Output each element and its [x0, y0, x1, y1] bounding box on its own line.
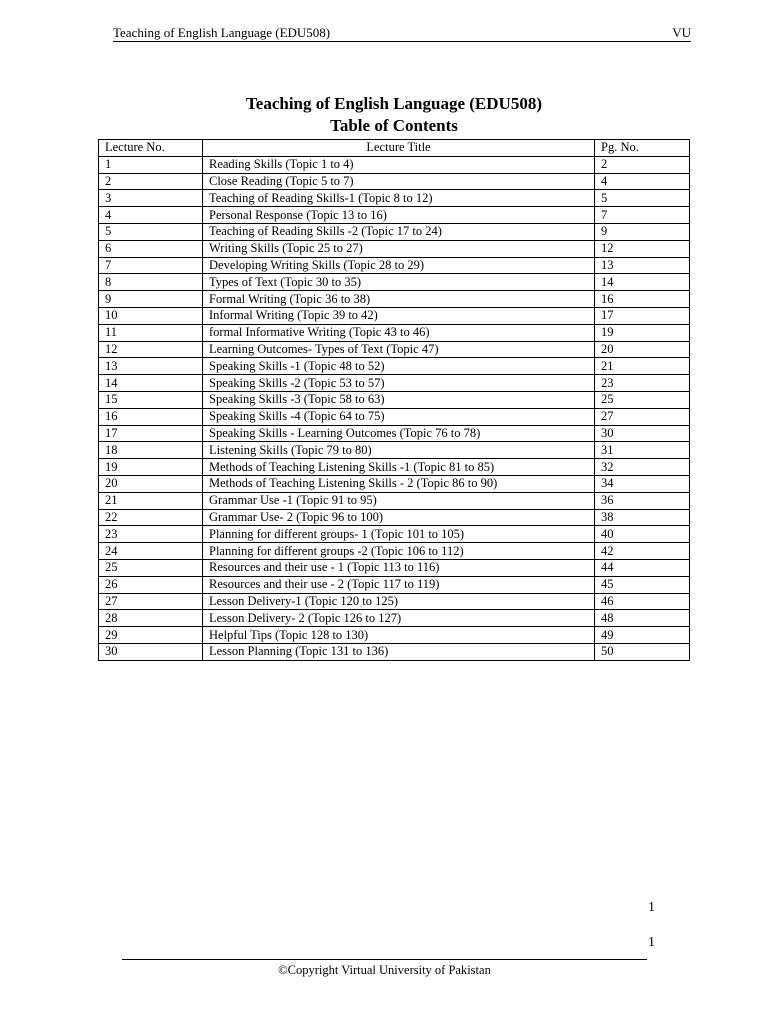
lecture-number-cell: 5 — [99, 223, 203, 240]
page-number-cell: 23 — [595, 375, 690, 392]
header-institution: VU — [672, 25, 691, 40]
lecture-title-cell: Teaching of Reading Skills -2 (Topic 17 to 24) — [203, 223, 595, 240]
lecture-number-cell: 16 — [99, 408, 203, 425]
page-number-cell: 38 — [595, 509, 690, 526]
table-row — [99, 358, 690, 375]
lecture-number-cell: 30 — [99, 643, 203, 660]
lecture-title-cell: Grammar Use -1 (Topic 91 to 95) — [203, 492, 595, 509]
lecture-title-cell: Helpful Tips (Topic 128 to 130) — [203, 627, 595, 644]
page-number: 1 — [648, 900, 655, 915]
table-row — [99, 375, 690, 392]
lecture-number-cell: 25 — [99, 559, 203, 576]
lecture-number-cell: 20 — [99, 475, 203, 492]
page-number-cell: 16 — [595, 291, 690, 308]
lecture-title-cell: Speaking Skills -2 (Topic 53 to 57) — [203, 375, 595, 392]
lecture-number-cell: 21 — [99, 492, 203, 509]
page-number-cell: 14 — [595, 274, 690, 291]
lecture-number-cell: 2 — [99, 173, 203, 190]
col-header-lecture-no: Lecture No. — [99, 140, 203, 157]
page-number-cell: 7 — [595, 207, 690, 224]
table-body — [99, 156, 690, 660]
lecture-number-cell: 8 — [99, 274, 203, 291]
table-row — [99, 627, 690, 644]
table-row — [99, 593, 690, 610]
lecture-title-cell: Types of Text (Topic 30 to 35) — [203, 274, 595, 291]
table-row — [99, 257, 690, 274]
lecture-title-cell: Speaking Skills -1 (Topic 48 to 52) — [203, 358, 595, 375]
lecture-number-cell: 14 — [99, 375, 203, 392]
course-title: Teaching of English Language (EDU508) — [246, 94, 542, 113]
copyright-footer: ©Copyright Virtual University of Pakistan — [278, 963, 491, 977]
table-row — [99, 324, 690, 341]
table-row — [99, 610, 690, 627]
page-number-cell: 27 — [595, 408, 690, 425]
lecture-number-cell: 19 — [99, 459, 203, 476]
lecture-title-cell: Reading Skills (Topic 1 to 4) — [203, 156, 595, 173]
lecture-title-cell: Lesson Planning (Topic 131 to 136) — [203, 643, 595, 660]
running-header — [113, 25, 691, 42]
table-row — [99, 559, 690, 576]
page-number-cell: 20 — [595, 341, 690, 358]
lecture-title-cell: Methods of Teaching Listening Skills -1 (Topic 81 to 85) — [203, 459, 595, 476]
page-number-cell: 49 — [595, 627, 690, 644]
lecture-title-cell: Lesson Delivery-1 (Topic 120 to 125) — [203, 593, 595, 610]
lecture-title-cell: Listening Skills (Topic 79 to 80) — [203, 442, 595, 459]
lecture-number-cell: 24 — [99, 543, 203, 560]
lecture-number-cell: 18 — [99, 442, 203, 459]
page-number-cell: 44 — [595, 559, 690, 576]
lecture-number-cell: 4 — [99, 207, 203, 224]
lecture-title-cell: Informal Writing (Topic 39 to 42) — [203, 307, 595, 324]
lecture-number-cell: 29 — [99, 627, 203, 644]
lecture-number-cell: 27 — [99, 593, 203, 610]
page-number-cell: 4 — [595, 173, 690, 190]
lecture-title-cell: Speaking Skills -3 (Topic 58 to 63) — [203, 391, 595, 408]
lecture-number-cell: 7 — [99, 257, 203, 274]
lecture-number-cell: 26 — [99, 576, 203, 593]
table-row — [99, 223, 690, 240]
toc-heading: Table of Contents — [330, 116, 458, 135]
lecture-title-cell: Teaching of Reading Skills-1 (Topic 8 to 12) — [203, 190, 595, 207]
page-number-cell: 32 — [595, 459, 690, 476]
table-row — [99, 156, 690, 173]
table-row — [99, 274, 690, 291]
page-number-cell: 30 — [595, 425, 690, 442]
lecture-title-cell: Personal Response (Topic 13 to 16) — [203, 207, 595, 224]
table-row — [99, 459, 690, 476]
page-number-cell: 21 — [595, 358, 690, 375]
table-row — [99, 442, 690, 459]
lecture-title-cell: Planning for different groups- 1 (Topic 101 to 105) — [203, 526, 595, 543]
table-row — [99, 240, 690, 257]
table-row — [99, 475, 690, 492]
lecture-title-cell: Resources and their use - 1 (Topic 113 to 116) — [203, 559, 595, 576]
lecture-number-cell: 9 — [99, 291, 203, 308]
table-row — [99, 190, 690, 207]
col-header-lecture-title: Lecture Title — [203, 140, 595, 157]
lecture-title-cell: Learning Outcomes- Types of Text (Topic 47) — [203, 341, 595, 358]
lecture-number-cell: 23 — [99, 526, 203, 543]
table-row — [99, 207, 690, 224]
lecture-number-cell: 10 — [99, 307, 203, 324]
page-number-cell: 50 — [595, 643, 690, 660]
table-row — [99, 391, 690, 408]
table-row — [99, 509, 690, 526]
lecture-title-cell: Resources and their use - 2 (Topic 117 to 119) — [203, 576, 595, 593]
lecture-number-cell: 6 — [99, 240, 203, 257]
document-title — [98, 93, 690, 137]
lecture-number-cell: 3 — [99, 190, 203, 207]
lecture-title-cell: Writing Skills (Topic 25 to 27) — [203, 240, 595, 257]
page-number-cell: 9 — [595, 223, 690, 240]
lecture-title-cell: Lesson Delivery- 2 (Topic 126 to 127) — [203, 610, 595, 627]
table-row — [99, 543, 690, 560]
lecture-number-cell: 13 — [99, 358, 203, 375]
lecture-title-cell: Close Reading (Topic 5 to 7) — [203, 173, 595, 190]
page-number-cell: 48 — [595, 610, 690, 627]
page-number-cell: 5 — [595, 190, 690, 207]
table-row — [99, 307, 690, 324]
table-header-row — [99, 140, 690, 157]
table-row — [99, 291, 690, 308]
table-row — [99, 425, 690, 442]
page-number-cell: 19 — [595, 324, 690, 341]
table-row — [99, 643, 690, 660]
page-number-cell: 34 — [595, 475, 690, 492]
page-number-cell: 45 — [595, 576, 690, 593]
lecture-title-cell: Speaking Skills -4 (Topic 64 to 75) — [203, 408, 595, 425]
lecture-title-cell: Planning for different groups -2 (Topic 106 to 112) — [203, 543, 595, 560]
table-row — [99, 173, 690, 190]
page-number-cell: 12 — [595, 240, 690, 257]
lecture-number-cell: 22 — [99, 509, 203, 526]
lecture-number-cell: 11 — [99, 324, 203, 341]
page-number-cell: 13 — [595, 257, 690, 274]
table-of-contents — [98, 139, 690, 661]
lecture-title-cell: Methods of Teaching Listening Skills - 2 (Topic 86 to 90) — [203, 475, 595, 492]
lecture-number-cell: 17 — [99, 425, 203, 442]
page-number-cell: 17 — [595, 307, 690, 324]
page-number-cell: 2 — [595, 156, 690, 173]
footer-divider — [122, 959, 647, 960]
table-row — [99, 492, 690, 509]
page-number-cell: 36 — [595, 492, 690, 509]
table-row — [99, 576, 690, 593]
table-row — [99, 341, 690, 358]
table-row — [99, 526, 690, 543]
lecture-title-cell: Developing Writing Skills (Topic 28 to 29) — [203, 257, 595, 274]
lecture-number-cell: 1 — [99, 156, 203, 173]
table-row — [99, 408, 690, 425]
page-number-footer: 1 — [648, 935, 655, 950]
page-number-cell: 42 — [595, 543, 690, 560]
page-number-cell: 46 — [595, 593, 690, 610]
page-number-cell: 31 — [595, 442, 690, 459]
page-number-cell: 40 — [595, 526, 690, 543]
page-number-cell: 25 — [595, 391, 690, 408]
lecture-number-cell: 12 — [99, 341, 203, 358]
header-course-title: Teaching of English Language (EDU508) — [113, 25, 331, 40]
lecture-number-cell: 28 — [99, 610, 203, 627]
lecture-title-cell: Grammar Use- 2 (Topic 96 to 100) — [203, 509, 595, 526]
lecture-title-cell: Speaking Skills - Learning Outcomes (Topic 76 to 78) — [203, 425, 595, 442]
lecture-title-cell: formal Informative Writing (Topic 43 to 46) — [203, 324, 595, 341]
col-header-page-no: Pg. No. — [595, 140, 690, 157]
lecture-number-cell: 15 — [99, 391, 203, 408]
lecture-title-cell: Formal Writing (Topic 36 to 38) — [203, 291, 595, 308]
